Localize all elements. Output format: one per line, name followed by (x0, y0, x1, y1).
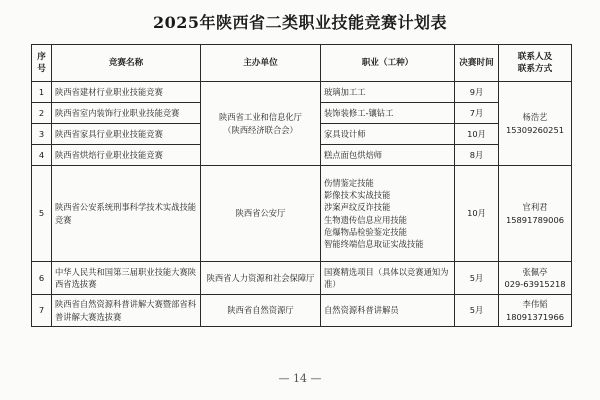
row-host: 陕西省公安厅 (201, 166, 321, 262)
job-item: 伤情鉴定技能 (324, 178, 374, 189)
row-time: 9月 (455, 82, 499, 103)
competition-plan-table (31, 44, 572, 327)
row-host: 陕西省人力资源和社会保障厅 (201, 262, 321, 295)
row-seq: 2 (32, 103, 52, 124)
job-item: 生物遗传信息应用技能 (324, 214, 407, 225)
row-job-list (321, 166, 455, 262)
row-job: 糕点面包烘焙师 (321, 145, 455, 166)
table-header-row (32, 45, 572, 82)
row-job: 家具设计师 (321, 124, 455, 145)
contact-phone: 029-63915218 (504, 279, 566, 289)
job-item: 涉案声纹反诈技能 (324, 202, 391, 213)
row-job: 自然资源科普讲解员 (321, 295, 455, 327)
row-name: 陕西省家具行业职业技能竞赛 (52, 124, 201, 145)
row-job: 国赛精选项目（具体以竞赛通知为准） (321, 262, 455, 295)
row-seq: 5 (32, 166, 52, 262)
header-contact-line2: 联系方式 (517, 64, 553, 74)
host-line2: （陕西经济联合会） (223, 124, 298, 135)
header-contact (499, 45, 572, 82)
job-item: 智能终端信息取证实战技能 (324, 238, 424, 249)
header-seq: 序号 (32, 45, 52, 82)
contact-name: 张佩亭 (522, 266, 548, 277)
contact-name: 官利君 (522, 202, 548, 213)
table-row (32, 82, 572, 103)
row-host-group1 (201, 82, 321, 166)
job-item: 影像技术实战技能 (324, 190, 391, 201)
host-line1: 陕西省工业和信息化厅 (219, 112, 302, 123)
header-name: 竞赛名称 (52, 45, 201, 82)
row-contact-group1 (499, 82, 572, 166)
contact-name: 李伟韬 (522, 299, 548, 310)
row-time: 5月 (455, 295, 499, 327)
header-time: 决赛时间 (455, 45, 499, 82)
header-job: 职业（工种） (321, 45, 455, 82)
page-title: 2025年陕西省二类职业技能竞赛计划表 (152, 13, 448, 32)
table-row (32, 166, 572, 262)
row-time: 10月 (455, 166, 499, 262)
row-seq: 6 (32, 262, 52, 295)
row-seq: 1 (32, 82, 52, 103)
row-seq: 4 (32, 145, 52, 166)
row-contact (499, 166, 572, 262)
row-name: 陕西省自然资源科普讲解大赛暨部省科普讲解大赛选拔赛 (52, 295, 201, 327)
table-row (32, 295, 572, 327)
row-name: 陕西省建材行业职业技能竞赛 (52, 82, 201, 103)
contact-phone: 18091371966 (505, 311, 565, 322)
row-time: 10月 (455, 124, 499, 145)
header-host: 主办单位 (201, 45, 321, 82)
row-name: 陕西省烘焙行业职业技能竞赛 (52, 145, 201, 166)
row-time: 5月 (455, 262, 499, 295)
row-seq: 7 (32, 295, 52, 327)
row-host: 陕西省自然资源厅 (201, 295, 321, 327)
row-contact (499, 262, 572, 295)
row-time: 8月 (455, 145, 499, 166)
contact-phone: 15309260251 (505, 124, 565, 135)
row-time: 7月 (455, 103, 499, 124)
table-row (32, 262, 572, 295)
contact-phone: 15891789006 (505, 214, 565, 225)
row-job: 玻璃加工工 (321, 82, 455, 103)
page-number: — 14 — (278, 372, 322, 385)
job-item: 危爆物品检验鉴定技能 (324, 226, 407, 237)
row-contact (499, 295, 572, 327)
row-job: 装饰装修工-镶钻工 (321, 103, 455, 124)
row-name: 陕西省室内装饰行业职业技能竞赛 (52, 103, 201, 124)
row-name: 中华人民共和国第三届职业技能大赛陕西省选拔赛 (52, 262, 201, 295)
row-seq: 3 (32, 124, 52, 145)
contact-name: 杨浩艺 (522, 112, 548, 123)
header-contact-line1: 联系人及 (517, 51, 553, 62)
row-name: 陕西省公安系统刑事科学技术实战技能竞赛 (52, 166, 201, 262)
